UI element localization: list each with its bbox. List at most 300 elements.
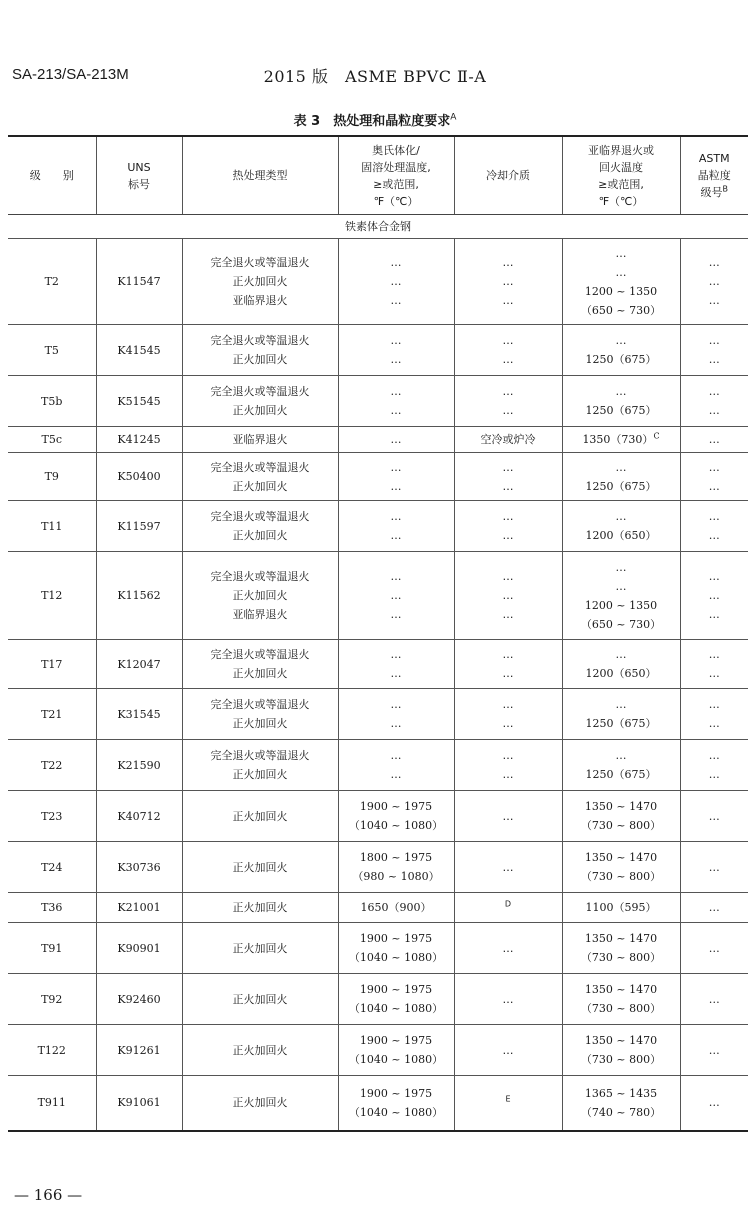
cell-cooling bbox=[454, 325, 562, 376]
cell-austenitize-text: 1900 ~ 1975 bbox=[359, 1034, 433, 1047]
cell-type bbox=[182, 239, 338, 325]
cell-austenitize-text: … bbox=[390, 529, 402, 542]
cell-grain bbox=[680, 501, 748, 552]
cell-grade: T5b bbox=[8, 376, 96, 427]
cell-austenitize-text: … bbox=[390, 648, 402, 661]
cell-grain-line bbox=[683, 746, 747, 765]
cell-cooling-text: … bbox=[502, 667, 514, 680]
cell-type-line bbox=[185, 746, 336, 765]
cell-subcritical bbox=[562, 427, 680, 453]
cell-austenitize-line bbox=[341, 430, 452, 449]
cell-grain bbox=[680, 552, 748, 640]
table-row bbox=[8, 740, 748, 791]
cell-type-text: 正火加回火 bbox=[232, 275, 288, 288]
cell-grain-line bbox=[683, 401, 747, 420]
cell-austenitize-line bbox=[341, 291, 452, 310]
cell-type bbox=[182, 923, 338, 974]
table-body bbox=[8, 215, 748, 1131]
table-row bbox=[8, 427, 748, 453]
table-row bbox=[8, 640, 748, 689]
cell-subcritical-line bbox=[565, 714, 678, 733]
cell-austenitize bbox=[338, 842, 454, 893]
cell-cooling-line bbox=[457, 477, 560, 496]
cell-grain-line bbox=[683, 253, 747, 272]
cell-grain bbox=[680, 1076, 748, 1131]
cell-grain-line bbox=[683, 1041, 747, 1060]
cell-austenitize-line bbox=[341, 507, 452, 526]
cell-austenitize-text: 1900 ~ 1975 bbox=[359, 932, 433, 945]
cell-type-line bbox=[185, 990, 336, 1009]
table-row bbox=[8, 453, 748, 501]
cell-grain-text: … bbox=[708, 479, 720, 493]
cell-austenitize-text: 1900 ~ 1975 bbox=[359, 800, 433, 813]
cell-subcritical-text: 1200 ~ 1350 bbox=[584, 284, 658, 298]
cell-subcritical-text: … bbox=[615, 385, 627, 398]
cell-type-line bbox=[185, 939, 336, 958]
cell-subcritical-text: （730 ~ 800） bbox=[580, 1053, 662, 1066]
cell-austenitize-text: … bbox=[390, 294, 402, 307]
cell-subcritical-line bbox=[565, 596, 678, 615]
cell-cooling-line bbox=[457, 605, 560, 624]
cell-type-text: 完全退火或等温退火 bbox=[210, 570, 310, 583]
cell-cooling-text: … bbox=[502, 608, 514, 621]
cell-grain-line bbox=[683, 586, 747, 605]
cell-grade: T24 bbox=[8, 842, 96, 893]
cell-grade: T36 bbox=[8, 893, 96, 923]
cell-grain-line bbox=[683, 939, 747, 958]
cell-cooling-line bbox=[457, 567, 560, 586]
col-sub-line: ℉（℃） bbox=[598, 194, 644, 208]
cell-type-line bbox=[185, 765, 336, 784]
cell-type bbox=[182, 640, 338, 689]
cell-subcritical-text: … bbox=[615, 749, 627, 762]
cell-subcritical-line bbox=[565, 615, 678, 634]
cell-cooling-text: … bbox=[502, 749, 514, 762]
cell-type bbox=[182, 376, 338, 427]
cell-subcritical-line bbox=[565, 401, 678, 420]
cell-austenitize-text: … bbox=[390, 404, 402, 417]
cell-cooling-line bbox=[457, 382, 560, 401]
cell-grain-text: … bbox=[708, 256, 720, 269]
cell-cooling-line bbox=[457, 253, 560, 272]
cell-type-text: 正火加回火 bbox=[232, 941, 288, 955]
cell-grain-text: … bbox=[708, 460, 720, 474]
col-sub-line: 回火温度 bbox=[599, 160, 643, 174]
cell-type-text: 完全退火或等温退火 bbox=[210, 749, 310, 762]
cell-type bbox=[182, 427, 338, 453]
cell-subcritical-text: … bbox=[615, 560, 627, 574]
cell-cooling-line bbox=[457, 939, 560, 958]
cell-uns: K51545 bbox=[96, 376, 182, 427]
cell-grain-text: … bbox=[708, 353, 720, 366]
cell-subcritical-line bbox=[565, 1103, 678, 1122]
cell-subcritical bbox=[562, 923, 680, 974]
cell-grain bbox=[680, 740, 748, 791]
cell-subcritical-text: 1350（730） bbox=[582, 433, 654, 446]
cell-austenitize-text: 1800 ~ 1975 bbox=[359, 851, 433, 864]
col-grain-line: ASTM bbox=[698, 152, 730, 165]
cell-austenitize-text: … bbox=[390, 479, 402, 493]
col-type: 热处理类型 bbox=[182, 136, 338, 215]
cell-grain-text: … bbox=[708, 1043, 720, 1057]
cell-subcritical-line bbox=[565, 999, 678, 1018]
cell-type-text: 完全退火或等温退火 bbox=[210, 510, 310, 523]
col-austenitize bbox=[338, 136, 454, 215]
cell-subcritical-text: （650 ~ 730） bbox=[580, 617, 662, 631]
cell-type-text: 完全退火或等温退火 bbox=[210, 385, 310, 398]
cell-type-text: 完全退火或等温退火 bbox=[210, 648, 310, 661]
cell-type-line bbox=[185, 695, 336, 714]
cell-grain-line bbox=[683, 695, 747, 714]
cell-uns: K91261 bbox=[96, 1025, 182, 1076]
table-title bbox=[0, 110, 750, 129]
cell-cooling-text: … bbox=[502, 294, 514, 307]
cell-austenitize-text: … bbox=[390, 385, 402, 398]
cell-austenitize-text: … bbox=[390, 256, 402, 269]
section-label: 铁素体合金钢 bbox=[8, 215, 748, 239]
cell-grain-text: … bbox=[708, 648, 720, 661]
cell-type-text: 正火加回火 bbox=[232, 1043, 288, 1057]
col-sub-line: 亚临界退火或 bbox=[588, 143, 654, 157]
cell-austenitize-text: （1040 ~ 1080） bbox=[348, 1002, 444, 1015]
cell-cooling bbox=[454, 427, 562, 453]
cell-austenitize bbox=[338, 325, 454, 376]
cell-austenitize-text: … bbox=[390, 460, 402, 474]
cell-grain-line bbox=[683, 605, 747, 624]
cell-subcritical bbox=[562, 501, 680, 552]
cell-type-text: 正火加回火 bbox=[232, 768, 288, 781]
cell-grain-text: … bbox=[708, 1096, 720, 1110]
cell-austenitize-text: … bbox=[390, 353, 402, 366]
cell-subcritical-text: … bbox=[615, 265, 627, 279]
cell-subcritical-line bbox=[565, 765, 678, 784]
cell-type-line bbox=[185, 526, 336, 545]
cell-grain-text: … bbox=[708, 768, 720, 781]
cell-austenitize bbox=[338, 1025, 454, 1076]
cell-type-line bbox=[185, 586, 336, 605]
cell-austenitize-line bbox=[341, 1103, 452, 1122]
table-row bbox=[8, 791, 748, 842]
cell-uns: K41545 bbox=[96, 325, 182, 376]
cell-austenitize-line bbox=[341, 253, 452, 272]
cell-cooling-line bbox=[457, 1093, 560, 1112]
cell-austenitize-text: … bbox=[390, 768, 402, 781]
cell-cooling bbox=[454, 923, 562, 974]
cell-austenitize-line bbox=[341, 458, 452, 477]
cell-type-line bbox=[185, 477, 336, 496]
cell-subcritical-text: 1250（675） bbox=[585, 479, 657, 493]
cell-cooling-line bbox=[457, 664, 560, 683]
table-row bbox=[8, 501, 748, 552]
cell-subcritical-text: 1350 ~ 1470 bbox=[584, 800, 658, 813]
cell-subcritical-line bbox=[565, 816, 678, 835]
cell-austenitize-line bbox=[341, 695, 452, 714]
cell-cooling-line bbox=[457, 695, 560, 714]
cell-austenitize bbox=[338, 376, 454, 427]
cell-austenitize-text: （980 ~ 1080） bbox=[352, 870, 440, 883]
cell-type-line bbox=[185, 1093, 336, 1112]
cell-grain bbox=[680, 376, 748, 427]
table-row bbox=[8, 923, 748, 974]
cell-cooling-line bbox=[457, 858, 560, 877]
cell-grain bbox=[680, 689, 748, 740]
table-row bbox=[8, 974, 748, 1025]
cell-subcritical-text: 1200（650） bbox=[585, 667, 657, 680]
cell-austenitize-line bbox=[341, 746, 452, 765]
col-grain-line: 晶粒度 bbox=[697, 169, 731, 182]
cell-subcritical-line bbox=[565, 848, 678, 867]
cell-grain bbox=[680, 1025, 748, 1076]
cell-type-text: 正火加回火 bbox=[232, 479, 288, 493]
cell-type-line bbox=[185, 664, 336, 683]
cell-subcritical bbox=[562, 325, 680, 376]
cell-type-text: 完全退火或等温退火 bbox=[210, 334, 310, 347]
cell-cooling-text: … bbox=[502, 860, 514, 874]
cell-cooling-text: … bbox=[502, 941, 514, 955]
cell-austenitize-line bbox=[341, 664, 452, 683]
table-row bbox=[8, 552, 748, 640]
cell-cooling-line bbox=[457, 401, 560, 420]
cell-grain-line bbox=[683, 664, 747, 683]
cell-subcritical bbox=[562, 640, 680, 689]
cell-grain bbox=[680, 923, 748, 974]
cell-grain bbox=[680, 325, 748, 376]
section-row bbox=[8, 215, 748, 239]
cell-subcritical-text: … bbox=[615, 648, 627, 661]
cell-uns: K91061 bbox=[96, 1076, 182, 1131]
cell-type-line bbox=[185, 507, 336, 526]
cell-cooling bbox=[454, 239, 562, 325]
cell-subcritical-text: … bbox=[615, 698, 627, 711]
cell-type-text: 正火加回火 bbox=[232, 589, 288, 602]
cell-subcritical bbox=[562, 453, 680, 501]
cell-type-line bbox=[185, 567, 336, 586]
cell-austenitize bbox=[338, 974, 454, 1025]
cell-subcritical bbox=[562, 842, 680, 893]
cell-austenitize-line bbox=[341, 586, 452, 605]
cell-austenitize-line bbox=[341, 350, 452, 369]
cell-grain-line bbox=[683, 765, 747, 784]
cell-grain-text: … bbox=[708, 510, 720, 523]
cell-cooling-text: … bbox=[502, 334, 514, 347]
cell-grain-text: … bbox=[708, 698, 720, 711]
cell-type-line bbox=[185, 898, 336, 917]
cell-uns: K90901 bbox=[96, 923, 182, 974]
cell-cooling-line bbox=[457, 645, 560, 664]
cell-type-text: 正火加回火 bbox=[232, 860, 288, 874]
cell-type-line bbox=[185, 350, 336, 369]
cell-subcritical-line bbox=[565, 898, 678, 917]
cell-grade: T91 bbox=[8, 923, 96, 974]
cell-cooling-line bbox=[457, 272, 560, 291]
cell-austenitize-line bbox=[341, 999, 452, 1018]
cell-austenitize-text: … bbox=[390, 589, 402, 602]
cell-cooling-text: D bbox=[504, 899, 512, 909]
cell-type bbox=[182, 453, 338, 501]
cell-austenitize-line bbox=[341, 477, 452, 496]
cell-grain bbox=[680, 427, 748, 453]
cell-cooling bbox=[454, 640, 562, 689]
col-grain-line bbox=[683, 184, 747, 201]
cell-subcritical-text: 1350 ~ 1470 bbox=[584, 983, 658, 996]
cell-type-line bbox=[185, 714, 336, 733]
col-cooling: 冷却介质 bbox=[454, 136, 562, 215]
cell-austenitize-line bbox=[341, 382, 452, 401]
cell-austenitize-line bbox=[341, 929, 452, 948]
col-uns-line: UNS bbox=[127, 160, 151, 174]
cell-type-text: 亚临界退火 bbox=[232, 433, 288, 446]
cell-austenitize-line bbox=[341, 816, 452, 835]
cell-austenitize-text: … bbox=[390, 698, 402, 711]
cell-austenitize-line bbox=[341, 645, 452, 664]
cell-uns: K31545 bbox=[96, 689, 182, 740]
cell-austenitize-line bbox=[341, 401, 452, 420]
cell-uns: K11562 bbox=[96, 552, 182, 640]
cell-austenitize bbox=[338, 239, 454, 325]
cell-cooling bbox=[454, 893, 562, 923]
cell-type-text: 正火加回火 bbox=[232, 404, 288, 417]
cell-grain-text: … bbox=[708, 860, 720, 874]
cell-type-line bbox=[185, 272, 336, 291]
cell-grade: T12 bbox=[8, 552, 96, 640]
cell-austenitize bbox=[338, 501, 454, 552]
cell-cooling-line bbox=[457, 526, 560, 545]
cell-cooling-line bbox=[457, 507, 560, 526]
cell-cooling-text: … bbox=[502, 385, 514, 398]
cell-cooling-text: … bbox=[502, 570, 514, 583]
cell-uns: K30736 bbox=[96, 842, 182, 893]
cell-uns: K92460 bbox=[96, 974, 182, 1025]
cell-subcritical-text: 1250（675） bbox=[585, 353, 657, 366]
cell-austenitize-text: … bbox=[390, 433, 402, 446]
cell-subcritical-text: 1350 ~ 1470 bbox=[584, 851, 658, 864]
cell-type-text: 正火加回火 bbox=[232, 1096, 288, 1110]
cell-subcritical bbox=[562, 689, 680, 740]
cell-grain-line bbox=[683, 458, 747, 477]
cell-austenitize-text: （1040 ~ 1080） bbox=[348, 951, 444, 964]
cell-type-text: 亚临界退火 bbox=[232, 608, 288, 621]
cell-type bbox=[182, 974, 338, 1025]
cell-cooling bbox=[454, 453, 562, 501]
cell-subcritical-line bbox=[565, 867, 678, 886]
cell-cooling-line bbox=[457, 990, 560, 1009]
cell-subcritical-line bbox=[565, 526, 678, 545]
cell-austenitize-line bbox=[341, 272, 452, 291]
cell-austenitize bbox=[338, 427, 454, 453]
cell-subcritical-note: C bbox=[653, 431, 660, 441]
cell-cooling-text: … bbox=[502, 256, 514, 269]
cell-subcritical-text: … bbox=[615, 246, 627, 260]
col-sub-line: ≥或范围, bbox=[598, 177, 644, 191]
cell-cooling-text: … bbox=[502, 717, 514, 730]
cell-cooling-text: … bbox=[502, 768, 514, 781]
cell-austenitize-line bbox=[341, 898, 452, 917]
cell-subcritical-text: 1250（675） bbox=[585, 768, 657, 781]
cell-austenitize-line bbox=[341, 605, 452, 624]
table-row bbox=[8, 376, 748, 427]
cell-cooling-line bbox=[457, 291, 560, 310]
col-aust-line: 固溶处理温度, bbox=[361, 160, 431, 174]
cell-grade: T911 bbox=[8, 1076, 96, 1131]
cell-subcritical-text: 1250（675） bbox=[585, 404, 657, 417]
cell-austenitize-text: （1040 ~ 1080） bbox=[348, 819, 444, 832]
cell-grain-line bbox=[683, 526, 747, 545]
cell-grain-text: … bbox=[708, 608, 720, 621]
cell-cooling-text: E bbox=[505, 1094, 511, 1104]
cell-cooling bbox=[454, 974, 562, 1025]
cell-grade: T17 bbox=[8, 640, 96, 689]
cell-subcritical-line bbox=[565, 929, 678, 948]
cell-subcritical-line bbox=[565, 1031, 678, 1050]
cell-cooling-line bbox=[457, 1041, 560, 1060]
cell-grain bbox=[680, 640, 748, 689]
cell-grade: T122 bbox=[8, 1025, 96, 1076]
cell-grain-line bbox=[683, 350, 747, 369]
cell-austenitize-text: 1650（900） bbox=[360, 901, 432, 914]
cell-type-text: 亚临界退火 bbox=[232, 294, 288, 307]
cell-type bbox=[182, 689, 338, 740]
cell-subcritical-line bbox=[565, 244, 678, 263]
cell-austenitize-text: … bbox=[390, 275, 402, 288]
cell-austenitize-text: … bbox=[390, 334, 402, 347]
cell-cooling bbox=[454, 376, 562, 427]
cell-grade: T21 bbox=[8, 689, 96, 740]
cell-type-text: 正火加回火 bbox=[232, 667, 288, 680]
cell-austenitize bbox=[338, 640, 454, 689]
cell-grain-line bbox=[683, 291, 747, 310]
cell-type bbox=[182, 552, 338, 640]
cell-subcritical bbox=[562, 974, 680, 1025]
cell-grain-line bbox=[683, 477, 747, 496]
cell-subcritical-line bbox=[565, 282, 678, 301]
cell-austenitize-line bbox=[341, 980, 452, 999]
heat-treatment-table bbox=[8, 135, 748, 1132]
cell-type-line bbox=[185, 430, 336, 449]
cell-grain-line bbox=[683, 382, 747, 401]
cell-grain-text: … bbox=[708, 941, 720, 955]
cell-subcritical-line bbox=[565, 430, 678, 449]
cell-grain-text: … bbox=[708, 717, 720, 730]
cell-subcritical-text: … bbox=[615, 334, 627, 347]
cell-subcritical-text: … bbox=[615, 579, 627, 593]
page-number: — 166 — bbox=[14, 1186, 83, 1204]
cell-subcritical-line bbox=[565, 1050, 678, 1069]
cell-cooling bbox=[454, 1025, 562, 1076]
cell-subcritical-line bbox=[565, 746, 678, 765]
table-row bbox=[8, 239, 748, 325]
cell-cooling-text: … bbox=[502, 648, 514, 661]
cell-grain bbox=[680, 893, 748, 923]
cell-uns: K40712 bbox=[96, 791, 182, 842]
cell-subcritical-text: … bbox=[615, 510, 627, 523]
cell-subcritical-text: （650 ~ 730） bbox=[580, 303, 662, 317]
cell-grain bbox=[680, 842, 748, 893]
cell-subcritical-text: 1365 ~ 1435 bbox=[584, 1086, 658, 1100]
cell-cooling-text: … bbox=[502, 353, 514, 366]
cell-grain-text: … bbox=[708, 667, 720, 680]
cell-subcritical-line bbox=[565, 1084, 678, 1103]
cell-grain bbox=[680, 974, 748, 1025]
cell-austenitize-text: … bbox=[390, 717, 402, 730]
cell-austenitize bbox=[338, 923, 454, 974]
cell-subcritical bbox=[562, 791, 680, 842]
cell-grain-text: … bbox=[708, 749, 720, 762]
cell-subcritical-line bbox=[565, 507, 678, 526]
cell-grain bbox=[680, 791, 748, 842]
cell-austenitize bbox=[338, 893, 454, 923]
cell-type-line bbox=[185, 807, 336, 826]
cell-type bbox=[182, 893, 338, 923]
